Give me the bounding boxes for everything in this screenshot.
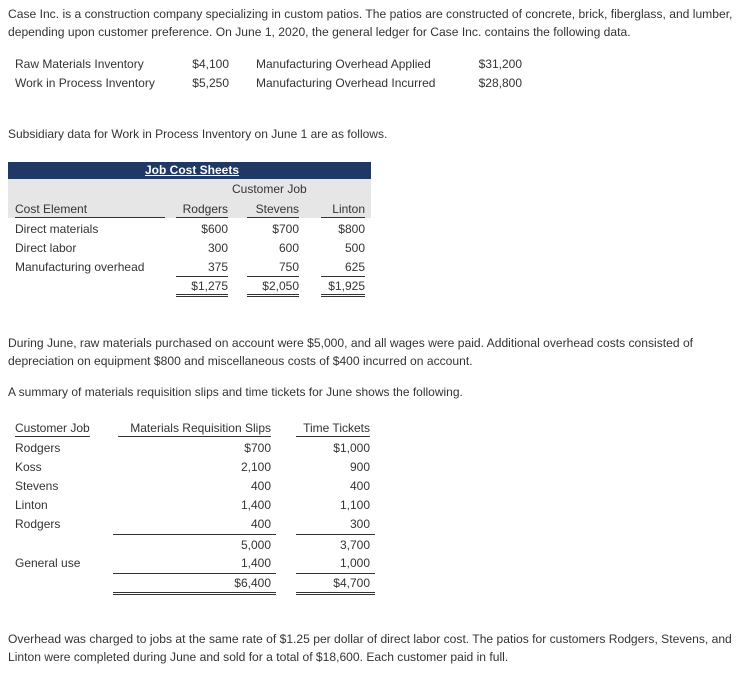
- subsidiary-text: Subsidiary data for Work in Process Inventory on June 1 are as follows.: [8, 127, 388, 141]
- req-row-time: 900: [349, 460, 370, 474]
- req-row-mat: 2,100: [240, 460, 271, 474]
- cell-mo-stevens: 750: [247, 260, 299, 277]
- req-general-label: General use: [15, 556, 81, 570]
- ledger-label-overhead-incurred: Manufacturing Overhead Incurred: [256, 76, 436, 90]
- cell-dl-stevens: 600: [278, 241, 299, 255]
- req-row-job: Koss: [15, 460, 42, 474]
- cell-dm-rodgers: $600: [201, 222, 228, 236]
- req-row-mat: 400: [250, 517, 271, 531]
- req-total-rule-time: [296, 573, 375, 574]
- cell-dm-linton: $800: [338, 222, 365, 236]
- row-label-direct-labor: Direct labor: [15, 241, 77, 255]
- total-rodgers: $1,275: [176, 279, 228, 297]
- cell-dl-linton: 500: [344, 241, 365, 255]
- req-total-double-rule-time: [296, 592, 375, 595]
- req-header-time-tickets: Time Tickets: [296, 421, 370, 437]
- row-label-manufacturing-overhead: Manufacturing overhead: [15, 260, 145, 274]
- cell-dl-rodgers: 300: [207, 241, 228, 255]
- ledger-value-overhead-applied: $31,200: [478, 57, 522, 71]
- req-row-time: 1,100: [339, 498, 370, 512]
- req-total-double-rule-mat: [113, 592, 276, 595]
- req-row-job: Linton: [15, 498, 48, 512]
- req-row-job: Rodgers: [15, 441, 61, 455]
- row-label-direct-materials: Direct materials: [15, 222, 99, 236]
- req-general-time: 1,000: [339, 556, 370, 570]
- total-stevens: $2,050: [247, 279, 299, 297]
- total-linton: $1,925: [321, 279, 365, 297]
- req-general-mat: 1,400: [240, 556, 271, 570]
- ledger-label-wip: Work in Process Inventory: [15, 76, 155, 90]
- req-total-time: $4,700: [333, 576, 370, 590]
- req-row-time: 300: [349, 517, 370, 531]
- ledger-label-overhead-applied: Manufacturing Overhead Applied: [256, 57, 431, 71]
- cost-element-header: Cost Element: [15, 202, 165, 218]
- req-subtotal-time: 3,700: [339, 538, 370, 552]
- req-row-mat: $700: [244, 441, 271, 455]
- summary-paragraph: A summary of materials requisition slips and time tickets for June shows the following.: [8, 385, 463, 399]
- req-row-mat: 400: [250, 479, 271, 493]
- req-header-customer-job: Customer Job: [15, 421, 90, 435]
- ledger-value-raw-materials: $4,100: [192, 57, 229, 71]
- req-row-job: Rodgers: [15, 517, 61, 531]
- job-cost-subheader-bar: [8, 179, 371, 199]
- cell-mo-rodgers: 375: [176, 260, 228, 277]
- overhead-paragraph: Overhead was charged to jobs at the same rate of $1.25 per dollar of direct labor cost. The patios for customers Rodgers, Stevens, and Linton were completed during June and sold for a total of $18,600. Each customer paid in full.: [8, 632, 732, 664]
- ledger-value-overhead-incurred: $28,800: [478, 76, 522, 90]
- req-row-mat: 1,400: [240, 498, 271, 512]
- col-header-stevens: Stevens: [247, 202, 299, 218]
- req-subtotal-mat: 5,000: [240, 538, 271, 552]
- cell-dm-stevens: $700: [272, 222, 299, 236]
- req-row-job: Stevens: [15, 479, 59, 493]
- req-total-mat: $6,400: [234, 576, 271, 590]
- req-total-rule-mat: [113, 573, 276, 574]
- req-row-time: $1,000: [333, 441, 370, 455]
- ledger-label-raw-materials: Raw Materials Inventory: [15, 57, 144, 71]
- req-header-materials: Materials Requisition Slips: [118, 421, 271, 437]
- june-paragraph: During June, raw materials purchased on account were $5,000, and all wages were paid. Additional overhead costs consisted of depreciation on equipment $800 and miscellaneous costs of $400 incurred on account.: [8, 336, 694, 368]
- intro-paragraph: Case Inc. is a construction company specializing in custom patios. The patios are constructed of concrete, brick, fiberglass, and lumber, depending upon customer preference. On June 1, 2020, the general ledger for Case Inc. contains the following data.: [8, 7, 733, 39]
- job-cost-title: Job Cost Sheets: [145, 163, 240, 177]
- col-header-rodgers: Rodgers: [176, 202, 228, 218]
- col-header-linton: Linton: [321, 202, 365, 218]
- req-subtotal-rule-time: [296, 534, 375, 535]
- ledger-value-wip: $5,250: [192, 76, 229, 90]
- req-subtotal-rule-mat: [113, 534, 276, 535]
- customer-job-group-header: Customer Job: [232, 182, 307, 196]
- cell-mo-linton: 625: [321, 260, 365, 277]
- req-row-time: 400: [349, 479, 370, 493]
